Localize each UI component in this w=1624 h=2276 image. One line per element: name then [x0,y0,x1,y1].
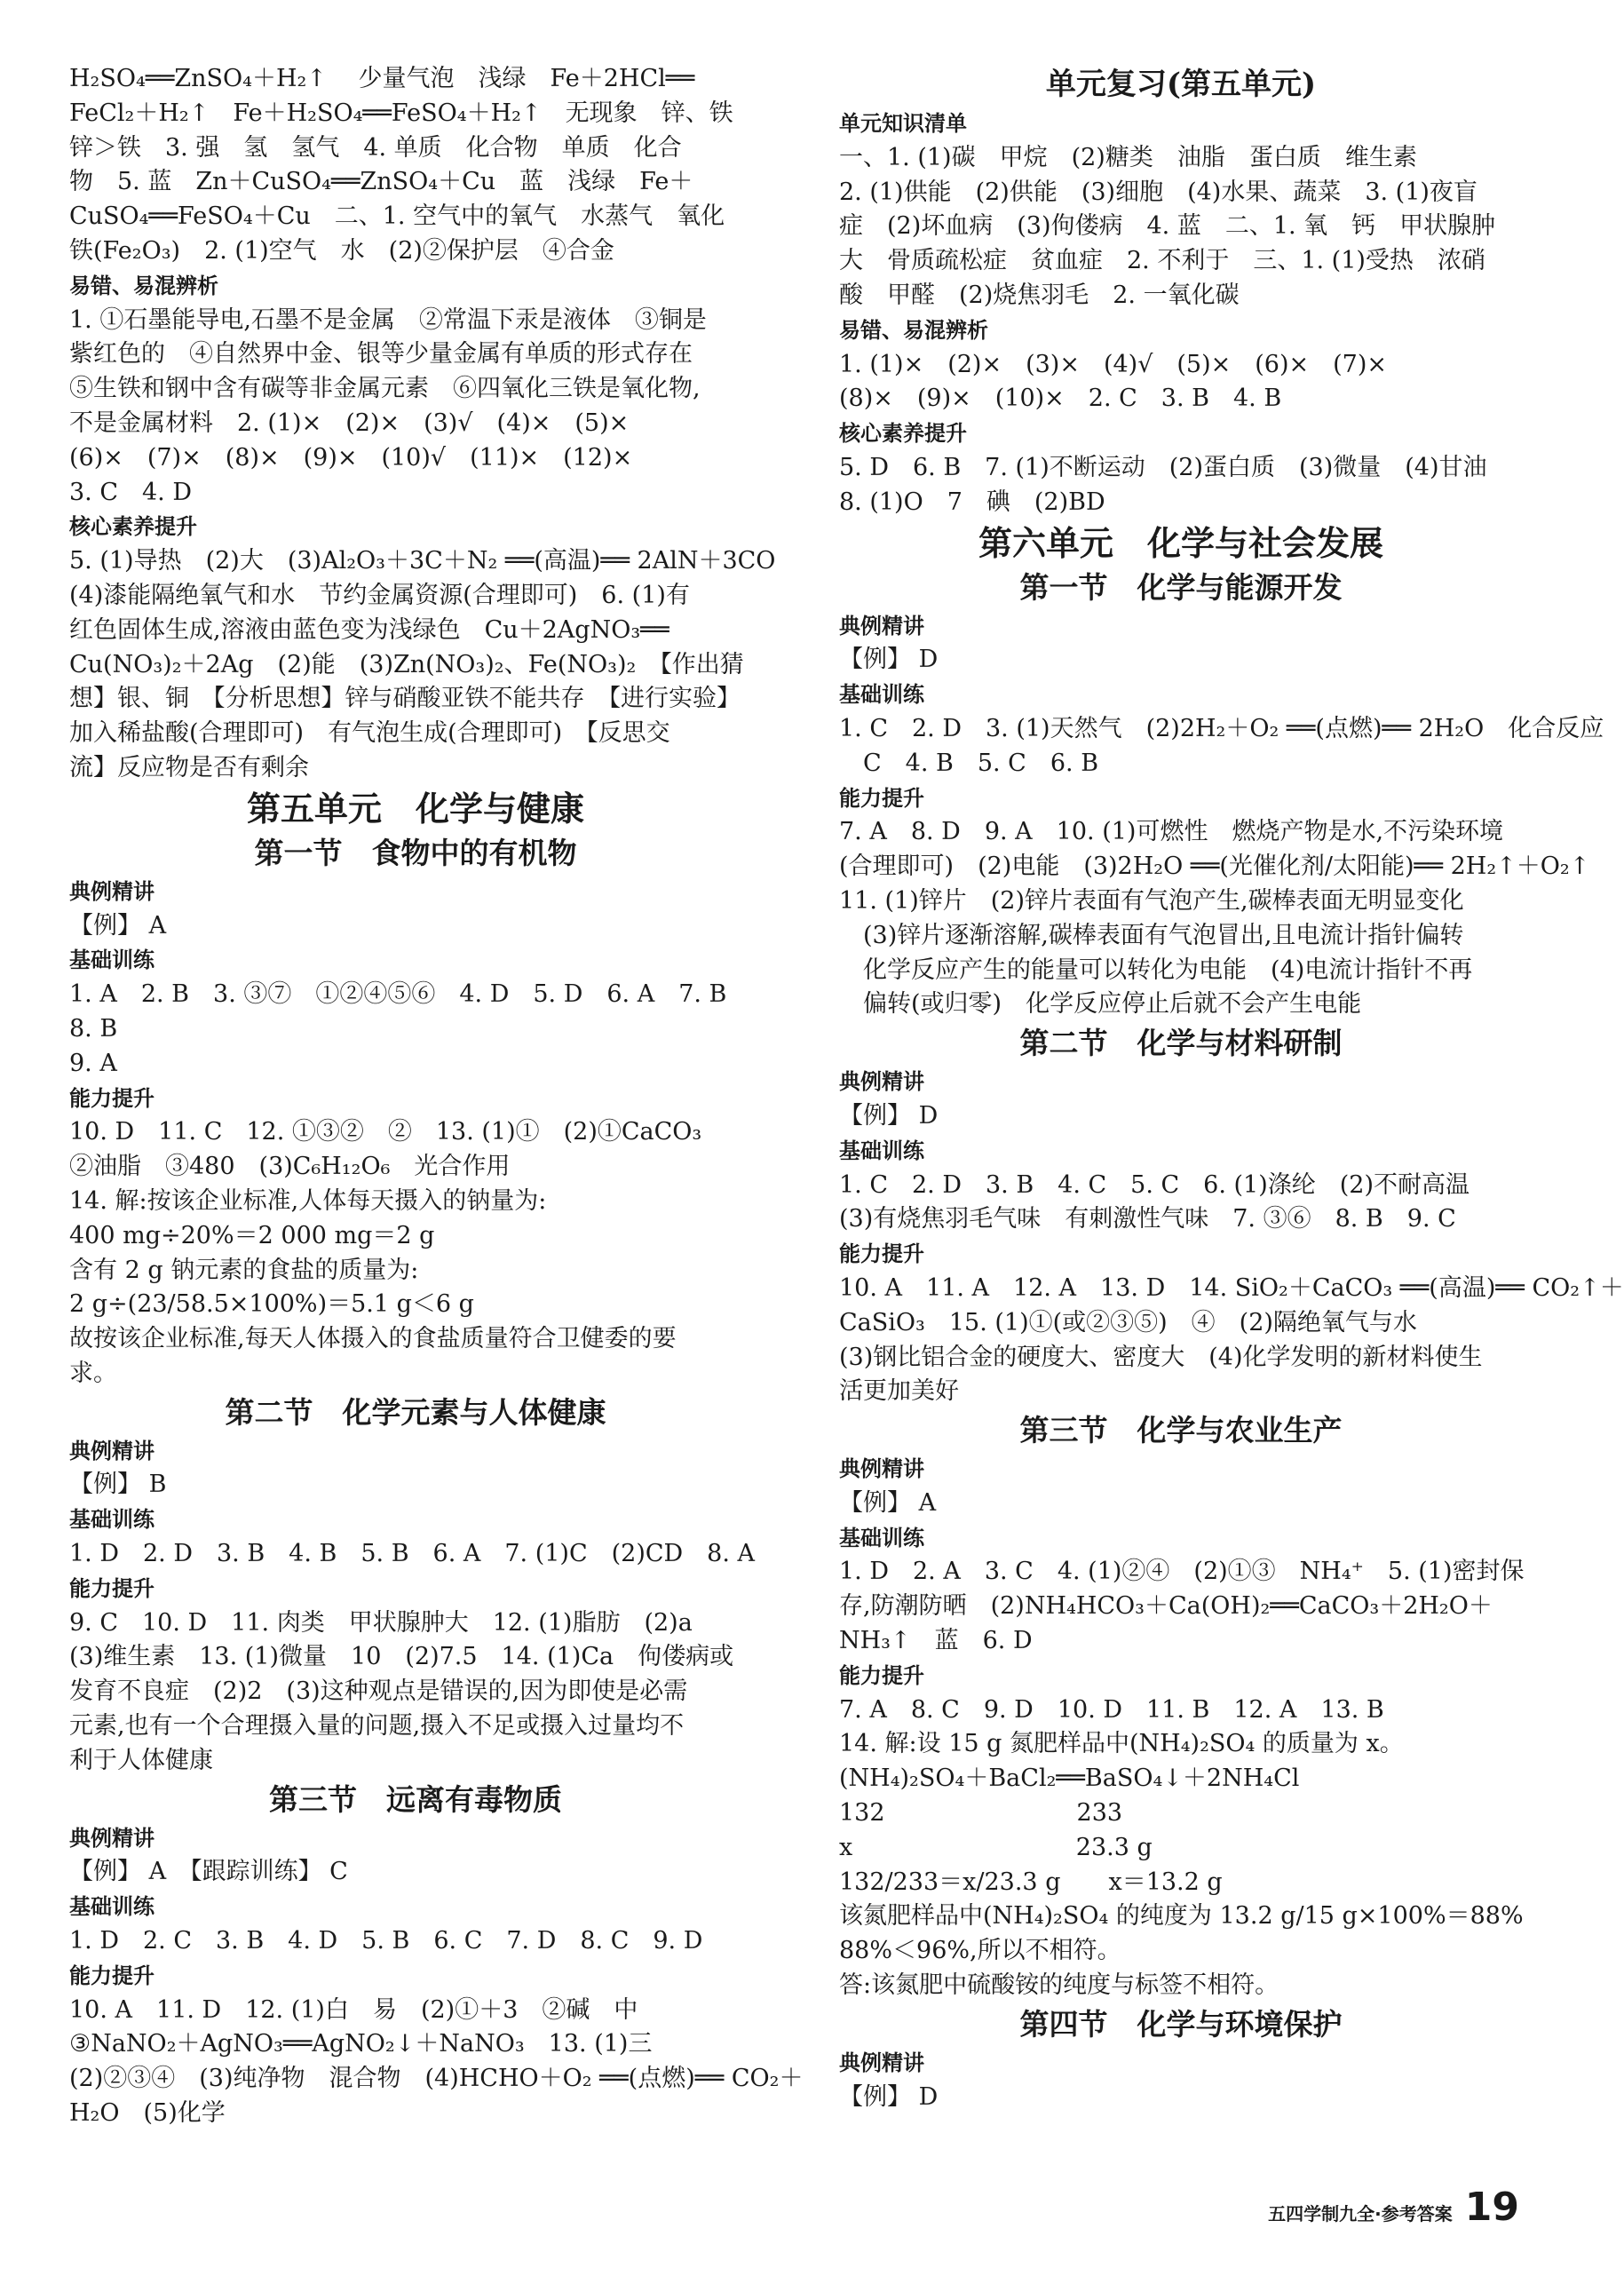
text-line: 大 骨质疏松症 贫血症 2. 不利于 三、1. (1)受热 浓硝 [839,247,1485,275]
section-heading: 典例精讲 [839,613,924,638]
text-line: x 23.3 g [839,1833,1153,1861]
text-line: 11. (1)锌片 (2)锌片表面有气泡产生,碳棒表面无明显变化 [839,886,1464,915]
text-line: 10. A 11. D 12. (1)白 易 (2)①＋3 ②碱 中 [69,1995,638,2024]
section-heading: 能力提升 [839,1662,924,1688]
section-heading: 核心素养提升 [69,514,197,540]
text-line: 14. 解:按该企业标准,人体每天摄入的钠量为: [69,1186,547,1215]
text-line: 2 g÷(23/58.5×100%)＝5.1 g＜6 g [69,1290,474,1319]
text-line: FeCl₂＋H₂↑ Fe＋H₂SO₄══FeSO₄＋H₂↑ 无现象 锌、铁 [69,99,733,127]
text-line: 132 233 [839,1799,1123,1828]
section-heading: 典例精讲 [839,1069,924,1095]
section-heading: 基础训练 [69,948,154,973]
text-line: 14. 解:设 15 g 氮肥样品中(NH₄)₂SO₄ 的质量为 x。 [839,1730,1404,1758]
section-heading: 基础训练 [839,682,924,708]
left-column [69,62,804,2131]
text-line: 1. D 2. D 3. B 4. B 5. B 6. A 7. (1)C (2)CD 8. A [69,1540,756,1568]
text-line: 132/233＝x/23.3 g x＝13.2 g [839,1868,1223,1896]
text-line: 利于人体健康 [69,1746,213,1774]
section-heading: 单元知识清单 [839,111,967,136]
section-title: 第三节 化学与农业生产 [1019,1413,1343,1448]
text-line: 加入稀盐酸(合理即可) 有气泡生成(合理即可) 【反思交 [69,719,670,748]
text-line: 一、1. (1)碳 甲烷 (2)糖类 油脂 蛋白质 维生素 [839,143,1417,171]
text-line: Cu(NO₃)₂＋2Ag (2)能 (3)Zn(NO₃)₂、Fe(NO₃)₂ 【作出猜 [69,650,744,678]
text-line: 元素,也有一个合理摄入量的问题,摄入不足或摄入过量均不 [69,1712,685,1741]
text-line: 7. A 8. C 9. D 10. D 11. B 12. A 13. B [839,1695,1384,1724]
text-line: 流】反应物是否有剩余 [69,753,309,781]
footer-label: 五四学制九全·参考答案 [1268,2203,1453,2224]
text-line: 求。 [69,1359,117,1387]
text-line: 【例】 A 【跟踪训练】 C [69,1858,348,1886]
text-line: 8. B [69,1014,118,1043]
text-line: 【例】 A [839,1488,937,1517]
text-line: 400 mg÷20%＝2 000 mg＝2 g [69,1221,435,1249]
page-footer [1268,2185,1519,2230]
text-line: 1. ①石墨能导电,石墨不是金属 ②常温下汞是液体 ③铜是 [69,305,707,334]
section-heading: 能力提升 [69,1085,154,1111]
text-line: 【例】 D [839,2082,939,2111]
text-line: 存,防潮防晒 (2)NH₄HCO₃＋Ca(OH)₂══CaCO₃＋2H₂O＋ [839,1592,1493,1621]
text-line: 【例】 B [69,1471,167,1499]
text-line: (3)有烧焦羽毛气味 有刺激性气味 7. ③⑥ 8. B 9. C [839,1205,1456,1233]
text-line: 1. (1)× (2)× (3)× (4)√ (5)× (6)× (7)× [839,350,1388,378]
text-line: (6)× (7)× (8)× (9)× (10)√ (11)× (12)× [69,443,633,472]
section-title: 第一节 食物中的有机物 [254,835,577,870]
text-line: 偏转(或归零) 化学反应停止后就不会产生电能 [839,990,1362,1019]
section-heading: 典例精讲 [69,878,154,904]
text-line: 88%＜96%,所以不相符。 [839,1937,1121,1965]
section-heading: 易错、易混辨析 [839,317,988,343]
text-line: 9. C 10. D 11. 肉类 甲状腺肿大 12. (1)脂肪 (2)a [69,1608,693,1637]
text-line: 10. D 11. C 12. ①③② ② 13. (1)① (2)①CaCO₃ [69,1118,702,1146]
text-line: 【例】 A [69,911,167,940]
section-heading: 基础训练 [839,1525,924,1550]
section-heading: 能力提升 [839,1241,924,1267]
text-line: 1. A 2. B 3. ③⑦ ①②④⑤⑥ 4. D 5. D 6. A 7. B [69,980,727,1009]
section-heading: 典例精讲 [69,1438,154,1463]
section-heading: 典例精讲 [839,1456,924,1482]
text-line: H₂O (5)化学 [69,2099,226,2128]
text-line: 酸 甲醛 (2)烧焦羽毛 2. 一氧化碳 [839,281,1240,309]
text-line: 5. (1)导热 (2)大 (3)Al₂O₃＋3C＋N₂ ══(高温)══ 2AlN＋3CO [69,547,776,575]
text-line: 5. D 6. B 7. (1)不断运动 (2)蛋白质 (3)微量 (4)甘油 [839,453,1487,481]
text-line: 不是金属材料 2. (1)× (2)× (3)√ (4)× (5)× [69,408,630,437]
text-line: (2)②③④ (3)纯净物 混合物 (4)HCHO＋O₂ ══(点燃)══ CO₂＋ [69,2065,804,2093]
text-line: 3. C 4. D [69,478,192,506]
section-title: 第二节 化学与材料研制 [1019,1026,1343,1061]
unit-title: 第五单元 化学与健康 [246,789,584,829]
text-line: (4)漆能隔绝氧气和水 节约金属资源(合理即可) 6. (1)有 [69,581,690,609]
text-line: 想】银、铜 【分析思想】锌与硝酸亚铁不能共存 【进行实验】 [69,685,741,713]
text-line: 含有 2 g 钠元素的食盐的质量为: [69,1256,419,1284]
text-line: (NH₄)₂SO₄＋BaCl₂══BaSO₄↓＋2NH₄Cl [839,1764,1300,1793]
text-line: ②油脂 ③480 (3)C₆H₁₂O₆ 光合作用 [69,1153,511,1181]
top-answers [69,62,762,269]
text-line: CaSiO₃ 15. (1)①(或②③⑤) ④ (2)隔绝氧气与水 [839,1308,1417,1336]
text-line: 化学反应产生的能量可以转化为电能 (4)电流计指针不再 [839,956,1473,984]
text-line: 答:该氮肥中硫酸铵的纯度与标签不相符。 [839,1971,1279,2000]
text-line: 7. A 8. D 9. A 10. (1)可燃性 燃烧产物是水,不污染环境 [839,818,1504,846]
section-heading: 典例精讲 [69,1825,154,1851]
unit-title: 第六单元 化学与社会发展 [978,523,1383,563]
text-line: 物 5. 蓝 Zn＋CuSO₄══ZnSO₄＋Cu 蓝 浅绿 Fe＋ [69,168,693,196]
text-line: 症 (2)坏血病 (3)佝偻病 4. 蓝 二、1. 氧 钙 甲状腺肿 [839,212,1496,241]
text-line: 1. D 2. C 3. B 4. D 5. B 6. C 7. D 8. C 9. D [69,1927,703,1955]
section-heading: 基础训练 [839,1138,924,1163]
text-line: 红色固体生成,溶液由蓝色变为浅绿色 Cu＋2AgNO₃══ [69,615,669,644]
text-line: CuSO₄══FeSO₄＋Cu 二、1. 空气中的氧气 水蒸气 氧化 [69,202,725,231]
text-line: (3)钢比铝合金的硬度大、密度大 (4)化学发明的新材料使生 [839,1343,1483,1371]
section-heading: 核心素养提升 [839,421,967,447]
text-line: ⑤生铁和钢中含有碳等非金属元素 ⑥四氧化三铁是氧化物, [69,375,701,403]
text-line: 该氮肥样品中(NH₄)₂SO₄ 的纯度为 13.2 g/15 g×100%＝88% [839,1902,1524,1931]
section-heading: 能力提升 [69,1575,154,1601]
section-heading: 典例精讲 [839,2050,924,2075]
right-column [839,62,1624,2114]
section-title: 第一节 化学与能源开发 [1019,569,1343,605]
text-line: 8. (1)O 7 碘 (2)BD [839,488,1105,516]
section-heading: 能力提升 [839,785,924,811]
text-line: (8)× (9)× (10)× 2. C 3. B 4. B [839,385,1282,413]
review-title: 单元复习(第五单元) [1045,67,1317,102]
page-number: 19 [1464,2185,1519,2230]
text-line: 【例】 D [839,1101,939,1130]
text-line: 【例】 D [839,646,939,674]
text-line: 1. C 2. D 3. (1)天然气 (2)2H₂＋O₂ ══(点燃)══ 2H₂O 化合反应 [839,714,1604,742]
text-line: C 4. B 5. C 6. B [839,749,1099,777]
section-heading: 基础训练 [69,1507,154,1533]
section-title: 第四节 化学与环境保护 [1019,2006,1343,2042]
text-line: H₂SO₄══ZnSO₄＋H₂↑ 少量气泡 浅绿 Fe＋2HCl══ [69,65,695,92]
text-line: 发育不良症 (2)2 (3)这种观点是错误的,因为即使是必需 [69,1677,688,1706]
text-line: 紫红色的 ④自然界中金、银等少量金属有单质的形式存在 [69,340,693,369]
text-line: 锌＞铁 3. 强 氢 氢气 4. 单质 化合物 单质 化合 [69,133,682,162]
text-line: 铁(Fe₂O₃) 2. (1)空气 水 (2)②保护层 ④合金 [69,236,614,265]
text-line: 活更加美好 [839,1377,959,1406]
section-title: 第三节 远离有毒物质 [269,1781,562,1817]
text-line: 故按该企业标准,每天人体摄入的食盐质量符合卫健委的要 [69,1325,677,1353]
text-line: (合理即可) (2)电能 (3)2H₂O ══(光催化剂/太阳能)══ 2H₂↑＋O₂↑ [839,853,1590,881]
section-heading: 基础训练 [69,1894,154,1920]
text-line: (3)锌片逐渐溶解,碳棒表面有气泡冒出,且电流计指针偏转 [839,921,1464,949]
text-line: ③NaNO₂＋AgNO₃══AgNO₂↓＋NaNO₃ 13. (1)三 [69,2030,653,2058]
section-heading: 易错、易混辨析 [69,273,218,298]
text-line: 1. D 2. A 3. C 4. (1)②④ (2)①③ NH₄⁺ 5. (1)密封保 [839,1558,1525,1586]
text-line: NH₃↑ 蓝 6. D [839,1627,1033,1655]
text-line: (3)维生素 13. (1)微量 10 (2)7.5 14. (1)Ca 佝偻病或 [69,1643,734,1671]
text-line: 10. A 11. A 12. A 13. D 14. SiO₂＋CaCO₃ ══(高温)══ CO₂↑＋ [839,1273,1624,1302]
text-line: 2. (1)供能 (2)供能 (3)细胞 (4)水果、蔬菜 3. (1)夜盲 [839,178,1477,206]
section-title: 第二节 化学元素与人体健康 [225,1394,606,1430]
text-line: 9. A [69,1049,117,1077]
text-line: 1. C 2. D 3. B 4. C 5. C 6. (1)涤纶 (2)不耐高温 [839,1170,1470,1199]
section-heading: 能力提升 [69,1963,154,1988]
